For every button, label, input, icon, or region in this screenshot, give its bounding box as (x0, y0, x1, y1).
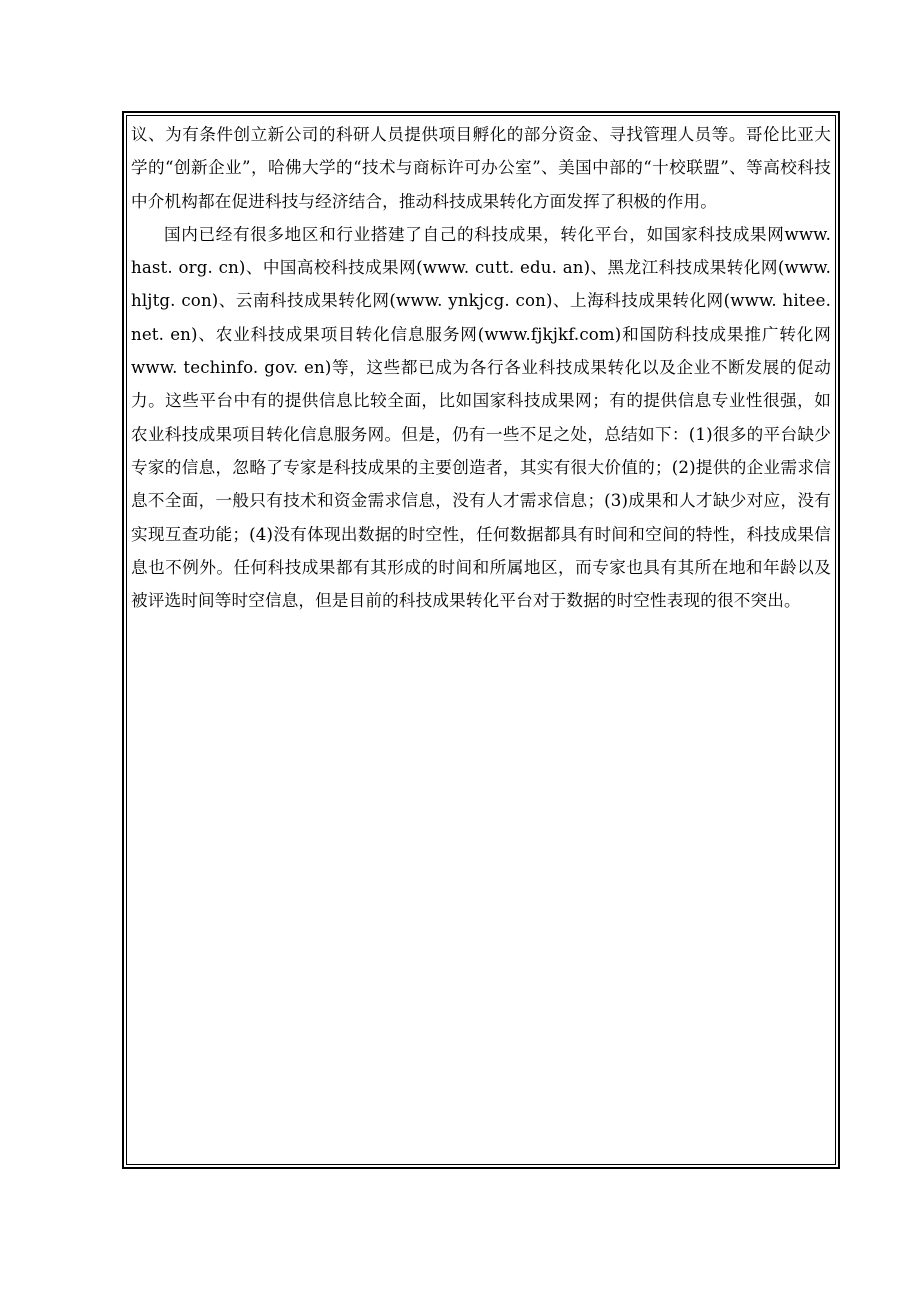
table-cell-content (131, 118, 831, 617)
paragraph-1: 议、为有条件创立新公司的科研人员提供项目孵化的部分资金、寻找管理人员等。哥伦比亚大学的“创新企业”，哈佛大学的“技术与商标许可办公室”、美国中部的“十校联盟”、等高校科技中介机构都在促进科技与经济结合，推动科技成果转化方面发挥了积极的作用。 (131, 125, 831, 211)
paragraph-2: 国内已经有很多地区和行业搭建了自己的科技成果，转化平台，如国家科技成果网www. hast. org. cn)、中国高校科技成果网(www. cutt. edu. an)、黑龙江科技成果转化网(www. hljtg. con)、云南科技成果转化网(www. ynkjcg. con)、上海科技成果转化网(www. hitee. net. en)、农业科技成果项目转化信息服务网(www.fjkjkf.com)和国防科技成果推广转化网www. techinfo. gov. en)等，这些都已成为各行各业科技成果转化以及企业不断发展的促动力。这些平台中有的提供信息比较全面，比如国家科技成果网；有的提供信息专业性很强，如农业科技成果项目转化信息服务网。但是，仍有一些不足之处，总结如下：(1)很多的平台缺少专家的信息，忽略了专家是科技成果的主要创造者，其实有很大价值的；(2)提供的企业需求信息不全面，一般只有技术和资金需求信息，没有人才需求信息；(3)成果和人才缺少对应，没有实现互查功能；(4)没有体现出数据的时空性，任何数据都具有时间和空间的特性，科技成果信息也不例外。任何科技成果都有其形成的时间和所属地区，而专家也具有其所在地和年龄以及被评选时间等时空信息，但是目前的科技成果转化平台对于数据的时空性表现的很不突出。 (131, 224, 831, 611)
